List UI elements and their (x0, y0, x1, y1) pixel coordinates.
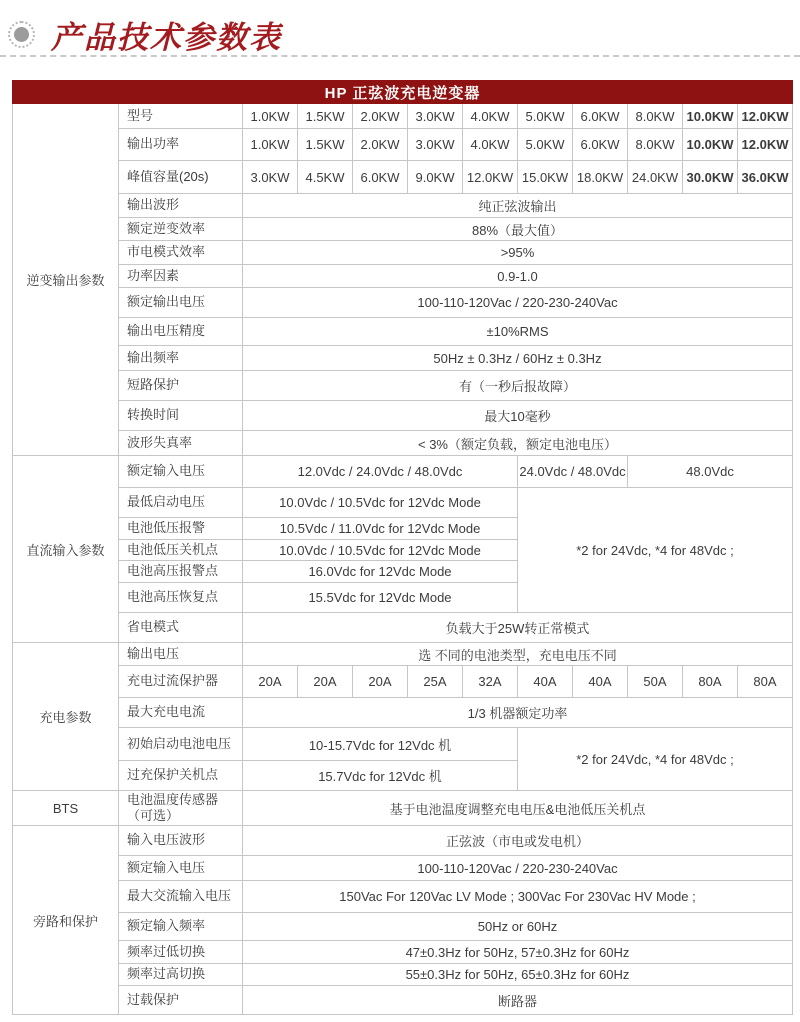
param-value: 纯正弦波输出 (243, 194, 793, 218)
param-value: 1.5KW (298, 104, 353, 129)
param-value: 2.0KW (353, 129, 408, 161)
param-value: 8.0KW (628, 104, 683, 129)
param-label: 转换时间 (119, 401, 243, 431)
table-row (13, 241, 793, 265)
param-value: 断路器 (243, 986, 793, 1015)
param-value: 选 不同的电池类型，充电电压不同 (243, 643, 793, 666)
param-value: 10.0KW (683, 129, 738, 161)
param-value: 有（一秒后报故障） (243, 371, 793, 401)
param-value: 88%（最大值） (243, 218, 793, 241)
param-value: 20A (243, 666, 298, 698)
table-row (13, 288, 793, 318)
table-row (13, 194, 793, 218)
param-label: 过载保护 (119, 986, 243, 1015)
param-value: 6.0KW (353, 161, 408, 194)
param-value: 15.7Vdc for 12Vdc 机 (243, 761, 518, 791)
param-value: 0.9-1.0 (243, 265, 793, 288)
param-value: 10.5Vdc / 11.0Vdc for 12Vdc Mode (243, 518, 518, 540)
table-row (13, 986, 793, 1015)
table-row (13, 218, 793, 241)
dotted-divider (0, 55, 800, 57)
param-value: *2 for 24Vdc, *4 for 48Vdc ; (518, 728, 793, 791)
param-label: 最低启动电压 (119, 488, 243, 518)
param-label: 充电过流保护器 (119, 666, 243, 698)
param-value: 40A (573, 666, 628, 698)
table-row (13, 371, 793, 401)
param-label: 输出波形 (119, 194, 243, 218)
param-label: 省电模式 (119, 613, 243, 643)
param-value: 55±0.3Hz for 50Hz, 65±0.3Hz for 60Hz (243, 964, 793, 986)
bullet-circle-icon (8, 21, 35, 48)
param-value: 3.0KW (243, 161, 298, 194)
table-row (13, 881, 793, 913)
table-row (13, 488, 793, 518)
param-value: 1/3 机器额定功率 (243, 698, 793, 728)
table-row (13, 941, 793, 964)
param-value: 负载大于25W转正常模式 (243, 613, 793, 643)
param-label: 型号 (119, 104, 243, 129)
param-value: 100-110-120Vac / 220-230-240Vac (243, 856, 793, 881)
page-header (8, 12, 282, 57)
param-label: 最大充电电流 (119, 698, 243, 728)
param-label: 峰值容量(20s) (119, 161, 243, 194)
param-value: 47±0.3Hz for 50Hz, 57±0.3Hz for 60Hz (243, 941, 793, 964)
param-value: 24.0Vdc / 48.0Vdc (518, 456, 628, 488)
param-value: >95% (243, 241, 793, 265)
table-row (13, 728, 793, 761)
param-value: 32A (463, 666, 518, 698)
param-label: 额定逆变效率 (119, 218, 243, 241)
param-value: 4.0KW (463, 104, 518, 129)
param-label-line2: （可选） (127, 808, 180, 823)
table-row (13, 826, 793, 856)
param-label: 输出频率 (119, 346, 243, 371)
param-value: 2.0KW (353, 104, 408, 129)
param-value: 50A (628, 666, 683, 698)
param-value: 15.0KW (518, 161, 573, 194)
param-value: 正弦波（市电或发电机） (243, 826, 793, 856)
param-label: 电池高压报警点 (119, 561, 243, 583)
param-value: 8.0KW (628, 129, 683, 161)
param-value: 12.0KW (738, 129, 793, 161)
param-value: 5.0KW (518, 129, 573, 161)
param-value: 50Hz or 60Hz (243, 913, 793, 941)
param-value: 10.0Vdc / 10.5Vdc for 12Vdc Mode (243, 540, 518, 561)
table-row (13, 129, 793, 161)
param-label: 额定输出电压 (119, 288, 243, 318)
param-label: 频率过低切换 (119, 941, 243, 964)
param-value: 6.0KW (573, 129, 628, 161)
param-value: 20A (298, 666, 353, 698)
table-title: HP 正弦波充电逆变器 (13, 81, 793, 104)
group-label: 充电参数 (13, 643, 119, 791)
param-value: 40A (518, 666, 573, 698)
param-value: 4.0KW (463, 129, 518, 161)
param-value: 100-110-120Vac / 220-230-240Vac (243, 288, 793, 318)
param-value: 30.0KW (683, 161, 738, 194)
param-value: 50Hz ± 0.3Hz / 60Hz ± 0.3Hz (243, 346, 793, 371)
table-row (13, 643, 793, 666)
param-label: 额定输入电压 (119, 856, 243, 881)
param-value: 6.0KW (573, 104, 628, 129)
param-value: 24.0KW (628, 161, 683, 194)
param-label: 电池温度传感器 （可选） (119, 791, 243, 826)
param-value: 150Vac For 120Vac LV Mode ; 300Vac For 230Vac HV Mode ; (243, 881, 793, 913)
param-label: 电池低压关机点 (119, 540, 243, 561)
param-label: 电池低压报警 (119, 518, 243, 540)
param-value: *2 for 24Vdc, *4 for 48Vdc ; (518, 488, 793, 613)
table-row (13, 318, 793, 346)
param-value: 基于电池温度调整充电电压&电池低压关机点 (243, 791, 793, 826)
table-row (13, 456, 793, 488)
group-label: 逆变输出参数 (13, 104, 119, 456)
param-label: 输出电压精度 (119, 318, 243, 346)
param-value: 4.5KW (298, 161, 353, 194)
table-row (13, 104, 793, 129)
table-row (13, 161, 793, 194)
param-value: 16.0Vdc for 12Vdc Mode (243, 561, 518, 583)
param-label: 最大交流输入电压 (119, 881, 243, 913)
table-row (13, 346, 793, 371)
table-row (13, 401, 793, 431)
param-value: 80A (738, 666, 793, 698)
param-value: 10.0Vdc / 10.5Vdc for 12Vdc Mode (243, 488, 518, 518)
param-label: 短路保护 (119, 371, 243, 401)
param-value: 15.5Vdc for 12Vdc Mode (243, 583, 518, 613)
param-value: ±10%RMS (243, 318, 793, 346)
param-value: 12.0KW (738, 104, 793, 129)
param-label: 过充保护关机点 (119, 761, 243, 791)
param-value: 18.0KW (573, 161, 628, 194)
table-row (13, 613, 793, 643)
group-label: 直流输入参数 (13, 456, 119, 643)
param-value: 3.0KW (408, 104, 463, 129)
param-value: 10-15.7Vdc for 12Vdc 机 (243, 728, 518, 761)
param-label: 波形失真率 (119, 431, 243, 456)
param-value: 25A (408, 666, 463, 698)
param-label: 初始启动电池电压 (119, 728, 243, 761)
param-label: 输入电压波形 (119, 826, 243, 856)
param-label: 输出电压 (119, 643, 243, 666)
param-label: 频率过高切换 (119, 964, 243, 986)
table-row (13, 913, 793, 941)
param-value: < 3%（额定负载，额定电池电压） (243, 431, 793, 456)
param-value: 12.0Vdc / 24.0Vdc / 48.0Vdc (243, 456, 518, 488)
table-row (13, 431, 793, 456)
param-label: 市电模式效率 (119, 241, 243, 265)
param-value: 1.0KW (243, 129, 298, 161)
table-row (13, 698, 793, 728)
table-row (13, 856, 793, 881)
table-row (13, 964, 793, 986)
bullet-circle-inner (14, 27, 29, 42)
table-row (13, 666, 793, 698)
page-title: 产品技术参数表 (51, 20, 282, 55)
param-value: 80A (683, 666, 738, 698)
spec-table (12, 80, 793, 1015)
param-label: 输出功率 (119, 129, 243, 161)
group-label: BTS (13, 791, 119, 826)
param-label: 功率因素 (119, 265, 243, 288)
param-value: 10.0KW (683, 104, 738, 129)
param-value: 5.0KW (518, 104, 573, 129)
param-value: 12.0KW (463, 161, 518, 194)
param-value: 36.0KW (738, 161, 793, 194)
table-row (13, 791, 793, 826)
param-value: 20A (353, 666, 408, 698)
param-value: 3.0KW (408, 129, 463, 161)
param-value: 48.0Vdc (628, 456, 793, 488)
param-label: 额定输入频率 (119, 913, 243, 941)
param-value: 9.0KW (408, 161, 463, 194)
param-value: 最大10毫秒 (243, 401, 793, 431)
param-label: 电池高压恢复点 (119, 583, 243, 613)
param-label: 额定输入电压 (119, 456, 243, 488)
param-value: 1.5KW (298, 129, 353, 161)
param-value: 1.0KW (243, 104, 298, 129)
group-label: 旁路和保护 (13, 826, 119, 1015)
table-row (13, 265, 793, 288)
